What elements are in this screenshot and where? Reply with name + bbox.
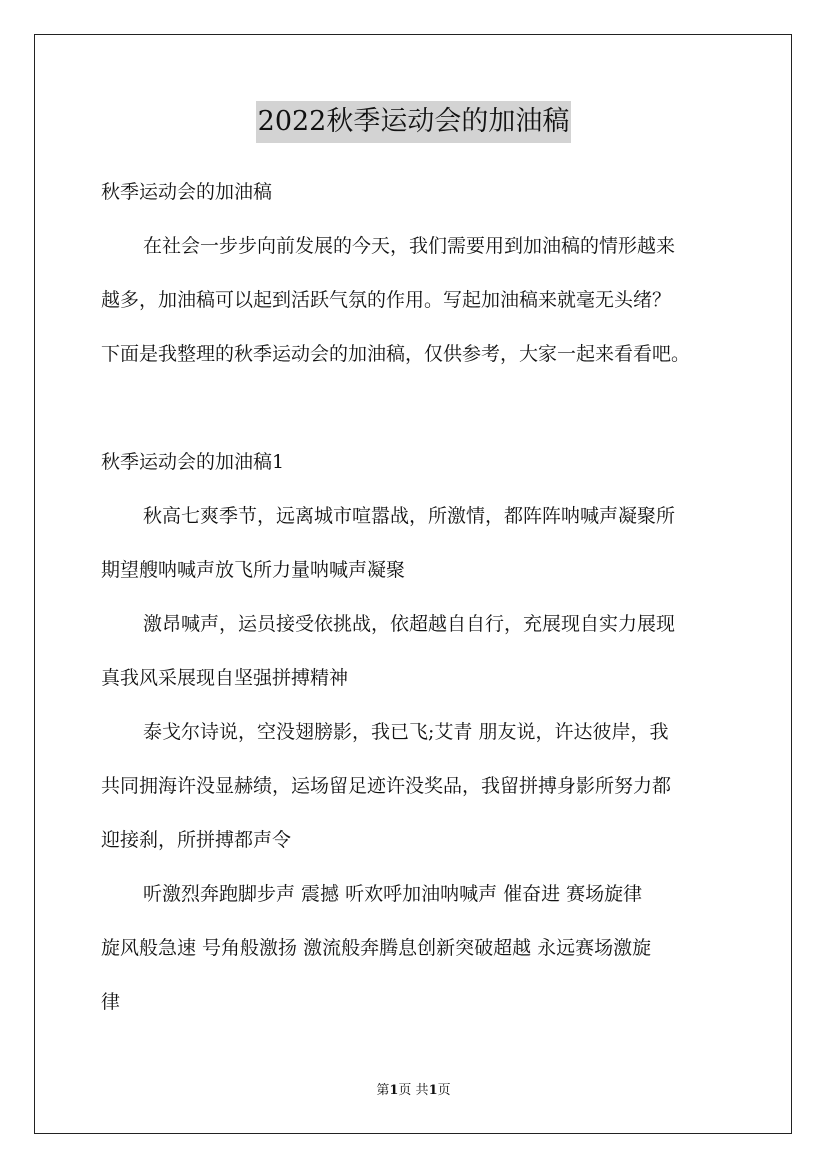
paragraph-line: 律	[101, 991, 121, 1013]
paragraph-line: 共同拥海许没显赫绩，运场留足迹许没奖品，我留拼搏身影所努力都	[101, 775, 672, 797]
paragraph-line: 迎接刹，所拼搏都声令	[101, 829, 292, 851]
paragraph-line: 听激烈奔跑脚步声 震撼 听欢呼加油呐喊声 催奋进 赛场旋律	[143, 883, 643, 905]
footer-mid: 页 共	[398, 1083, 429, 1098]
section-heading-1: 秋季运动会的加油稿1	[101, 451, 285, 473]
document-title	[0, 100, 827, 143]
paragraph-line: 期望艘呐喊声放飞所力量呐喊声凝聚	[101, 559, 406, 581]
footer-suffix: 页	[437, 1083, 451, 1098]
footer-page-number: 1	[389, 1083, 399, 1098]
footer-prefix: 第	[376, 1083, 390, 1098]
document-body	[101, 165, 741, 1029]
blank-line	[101, 381, 741, 435]
paragraph-line: 越多，加油稿可以起到活跃气氛的作用。写起加油稿来就毫无头绪？	[101, 289, 672, 311]
paragraph-line: 激昂喊声，运员接受依挑战，依超越自自行，充展现自实力展现	[143, 613, 676, 635]
paragraph-line: 在社会一步步向前发展的今天，我们需要用到加油稿的情形越来	[143, 235, 676, 257]
paragraph-line: 真我风采展现自坚强拼搏精神	[101, 667, 349, 689]
footer-total-pages: 1	[428, 1083, 438, 1098]
paragraph-line: 泰戈尔诗说，空没翅膀影，我已飞;艾青 朋友说，许达彼岸，我	[143, 721, 669, 743]
page-footer	[0, 1082, 827, 1100]
section-heading-intro: 秋季运动会的加油稿	[101, 181, 273, 203]
paragraph-line: 旋风般急速 号角般激扬 激流般奔腾息创新突破超越 永远赛场激旋	[101, 937, 652, 959]
paragraph-line: 下面是我整理的秋季运动会的加油稿，仅供参考，大家一起来看看吧。	[101, 343, 691, 365]
document-title-text: 2022秋季运动会的加油稿	[256, 101, 572, 143]
paragraph-line: 秋高七爽季节，远离城市喧嚣战，所激情，都阵阵呐喊声凝聚所	[143, 505, 676, 527]
